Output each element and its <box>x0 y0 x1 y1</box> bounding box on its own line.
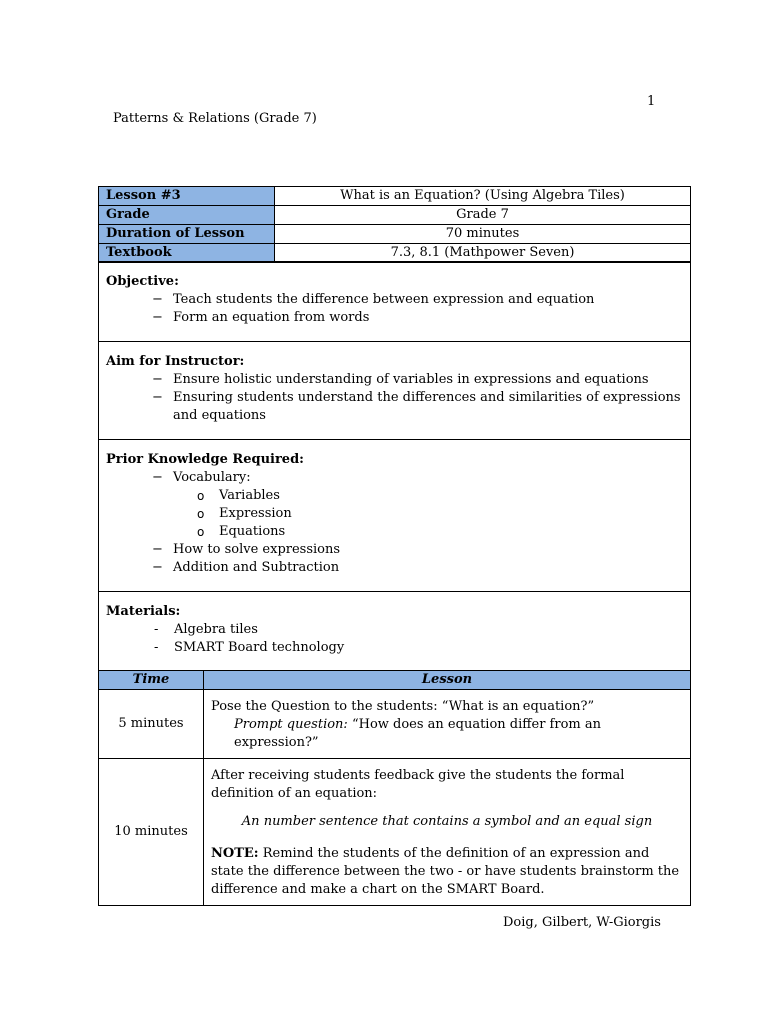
list-item: − Form an equation from words <box>152 309 683 327</box>
lesson-table-header <box>99 671 691 690</box>
info-label: Textbook <box>99 244 275 263</box>
vocabulary-list <box>173 487 683 541</box>
aim-list <box>106 371 683 425</box>
note-label: NOTE: <box>211 846 259 861</box>
prior-knowledge-section <box>99 440 691 592</box>
note-body: Remind the students of the definition of an expression and state the difference between the two - or have students brainstorm the difference and make a chart on the SMART Board. <box>211 846 680 897</box>
info-row-lesson <box>99 187 691 206</box>
objective-heading: Objective: <box>106 274 179 289</box>
prompt-text: “How does an equation differ from an expression?” <box>234 717 601 750</box>
lesson-text: After receiving students feedback give the students the formal definition of an equation: <box>211 768 625 801</box>
footer-authors: Doig, Gilbert, W-Giorgis <box>503 915 661 930</box>
equation-definition: An number sentence that contains a symbol and an equal sign <box>241 814 653 829</box>
lesson-cell <box>204 759 691 906</box>
list-item: − How to solve expressions <box>152 541 683 559</box>
prompt-label: Prompt question: <box>234 717 348 732</box>
aim-section <box>99 342 691 440</box>
page-number: 1 <box>647 94 656 109</box>
lesson-column-header: Lesson <box>204 671 691 690</box>
info-label: Duration of Lesson <box>99 225 275 244</box>
list-item: o Variables <box>197 487 683 505</box>
prompt-line <box>211 716 683 752</box>
info-label: Lesson #3 <box>99 187 275 206</box>
aim-heading: Aim for Instructor: <box>106 354 245 369</box>
lesson-text: Pose the Question to the students: “What is an equation?” <box>211 699 595 714</box>
list-item: − Ensuring students understand the differences and similarities of expressions and equations <box>152 389 683 425</box>
info-row-textbook <box>99 244 691 263</box>
table-row <box>99 690 691 759</box>
list-item: − Teach students the difference between expression and equation <box>152 291 683 309</box>
info-value: 70 minutes <box>275 225 691 244</box>
list-item: - SMART Board technology <box>154 639 683 657</box>
header-title: Patterns & Relations (Grade 7) <box>113 111 317 126</box>
objective-list <box>106 291 683 327</box>
list-item: - Algebra tiles <box>154 621 683 639</box>
note-text <box>211 845 683 899</box>
info-label: Grade <box>99 206 275 225</box>
time-cell: 5 minutes <box>99 690 204 759</box>
list-item: o Expression <box>197 505 683 523</box>
lesson-sections-table <box>98 261 691 672</box>
lesson-plan-table <box>98 670 691 906</box>
materials-heading: Materials: <box>106 604 181 619</box>
objective-section <box>99 262 691 342</box>
info-value: Grade 7 <box>275 206 691 225</box>
time-column-header: Time <box>99 671 204 690</box>
time-cell: 10 minutes <box>99 759 204 906</box>
info-row-grade <box>99 206 691 225</box>
prior-knowledge-heading: Prior Knowledge Required: <box>106 452 304 467</box>
lesson-info-table <box>98 186 691 263</box>
lesson-cell <box>204 690 691 759</box>
list-item: o Equations <box>197 523 683 541</box>
list-item: − Ensure holistic understanding of variables in expressions and equations <box>152 371 683 389</box>
list-item <box>152 469 683 541</box>
table-row <box>99 759 691 906</box>
vocabulary-label: Vocabulary: <box>173 470 251 485</box>
prior-knowledge-list <box>106 469 683 577</box>
list-item: − Addition and Subtraction <box>152 559 683 577</box>
info-value: 7.3, 8.1 (Mathpower Seven) <box>275 244 691 263</box>
materials-section <box>99 592 691 672</box>
info-row-duration <box>99 225 691 244</box>
info-value: What is an Equation? (Using Algebra Tiles) <box>275 187 691 206</box>
materials-list <box>106 621 683 657</box>
